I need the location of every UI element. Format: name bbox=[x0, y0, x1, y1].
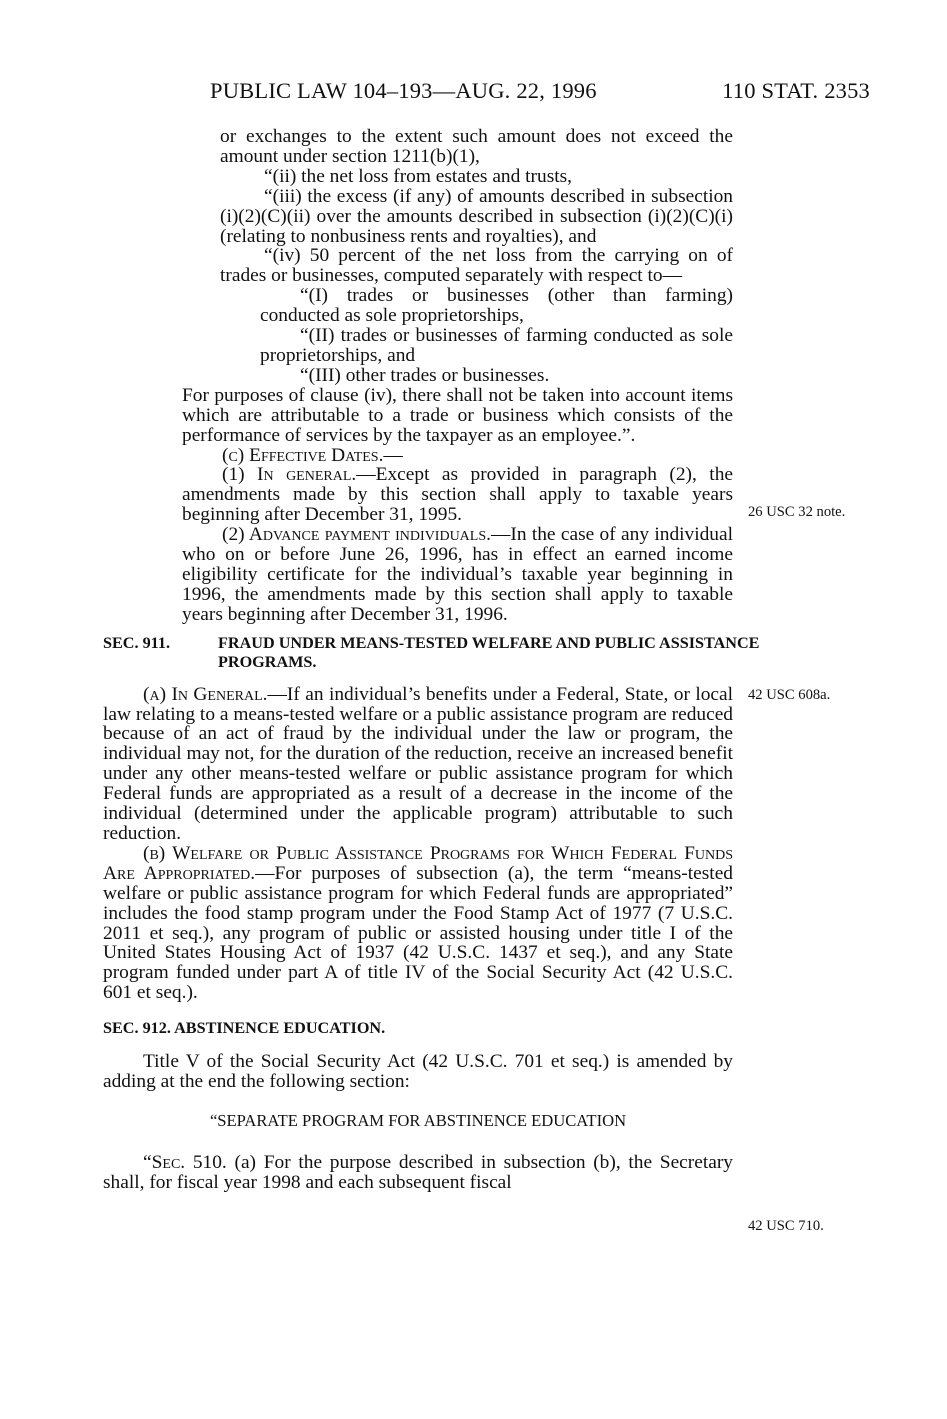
paragraph-2-label: (2) Advance payment individuals. bbox=[222, 524, 491, 546]
clause-continuation: or exchanges to the extent such amount does not exceed the amount under section 1211(b)(1), bbox=[220, 126, 733, 167]
effective-dates-paragraph-2 bbox=[103, 525, 733, 625]
margin-note-26-usc-32: 26 USC 32 note. bbox=[748, 504, 846, 520]
running-head bbox=[210, 78, 870, 108]
subclause-III: “(III) other trades or businesses. bbox=[300, 364, 550, 386]
section-912-intro: Title V of the Social Security Act (42 U.S.C. 701 et seq.) is amended by adding at the end the following section: bbox=[103, 1050, 733, 1092]
section-911-subsection-b bbox=[103, 844, 733, 1003]
margin-note-42-usc-710: 42 USC 710. bbox=[748, 1218, 824, 1234]
section-911-subsection-a bbox=[103, 685, 733, 844]
subsection-b-text: —For purposes of subsection (a), the term “means-tested welfare or public assistance program for which Federal funds are appropriated” includes the food stamp program under the Food Stamp Act of 1977 (7 U.S.C. 2011 et seq.), any program of public or assisted housing under title I of the United States Housing Act of 1937 (42 U.S.C. 1437 et seq.), and any State program funded under part A of title IV of the Social Security Act (42 U.S.C. 601 et seq.). bbox=[103, 862, 733, 1004]
paragraph-2-text: —In the case of any individual who on or before June 26, 1996, has in effect an earned income eligibility certificate for the individual’s taxable year beginning in 1996, the amendments made by this section shall apply to taxable years beginning after December 31, 1996. bbox=[182, 524, 733, 625]
section-911-number: SEC. 911. bbox=[103, 633, 171, 652]
clause-ii: “(ii) the net loss from estates and trusts, bbox=[264, 165, 573, 187]
section-510-caption: “SEPARATE PROGRAM FOR ABSTINENCE EDUCATION bbox=[209, 1111, 627, 1131]
section-510-body: 510. (a) For the purpose described in subsection (b), the Secretary shall, for fiscal year 1998 and each subsequent fiscal bbox=[103, 1152, 733, 1194]
section-510-text bbox=[103, 1153, 733, 1193]
section-912-title: ABSTINENCE EDUCATION. bbox=[174, 1019, 386, 1038]
effective-dates-heading bbox=[103, 446, 733, 466]
subclause-I: “(I) trades or businesses (other than farming) conducted as sole proprietorships, bbox=[260, 285, 733, 327]
margin-note-42-usc-608a: 42 USC 608a. bbox=[748, 687, 831, 703]
section-510-label: “Sec. bbox=[143, 1152, 186, 1174]
paragraph-1-label: (1) In general. bbox=[222, 464, 357, 486]
body-text bbox=[103, 126, 760, 1194]
section-912-number: SEC. 912. bbox=[103, 1019, 171, 1038]
running-head-title: PUBLIC LAW 104–193—AUG. 22, 1996 bbox=[210, 78, 597, 103]
subsection-a-label: (a) In General. bbox=[143, 683, 268, 705]
subclause-II: “(II) trades or businesses of farming conducted as sole proprietorships, and bbox=[260, 325, 733, 366]
section-912-heading bbox=[103, 1019, 848, 1039]
clause-iv: “(iv) 50 percent of the net loss from the carrying on of trades or businesses, computed separately with respect to— bbox=[220, 245, 733, 287]
effective-dates-paragraph-1 bbox=[103, 465, 733, 525]
clause-closing-text: For purposes of clause (iv), there shall not be taken into account items which are attributable to a trade or business which consists of the performance of services by the taxpayer as an employee.”. bbox=[182, 384, 733, 446]
page-number: 110 STAT. 2353 bbox=[722, 78, 870, 103]
section-911-title: FRAUD UNDER MEANS-TESTED WELFARE AND PUBLIC ASSISTANCE PROGRAMS. bbox=[218, 633, 760, 672]
section-911-heading bbox=[103, 634, 848, 673]
subsection-a-text: —If an individual’s benefits under a Federal, State, or local law relating to a means-tested welfare or a public assistance program are reduced because of an act of fraud by the individual under the law or program, the individual may not, for the duration of the reduction, receive an increased benefit under any other means-tested welfare or public assistance program for which Federal funds are appropriated as a result of a decrease in the income of the individual (determined under the applicable program) attributable to such reduction. bbox=[103, 683, 733, 844]
subsection-b-label: (b) Welfare or Public Assistance Programs for Which Federal Funds Are Appropriated. bbox=[103, 842, 733, 884]
paragraph-1-text: —Except as provided in paragraph (2), the amendments made by this section shall apply to taxable years beginning after December 31, 1995. bbox=[182, 464, 733, 526]
effective-dates-label: (c) Effective Dates.— bbox=[222, 444, 403, 466]
clause-iii: “(iii) the excess (if any) of amounts described in subsection (i)(2)(C)(ii) over the amounts described in subsection (i)(2)(C)(i) (relating to nonbusiness rents and royalties), and bbox=[220, 185, 733, 247]
